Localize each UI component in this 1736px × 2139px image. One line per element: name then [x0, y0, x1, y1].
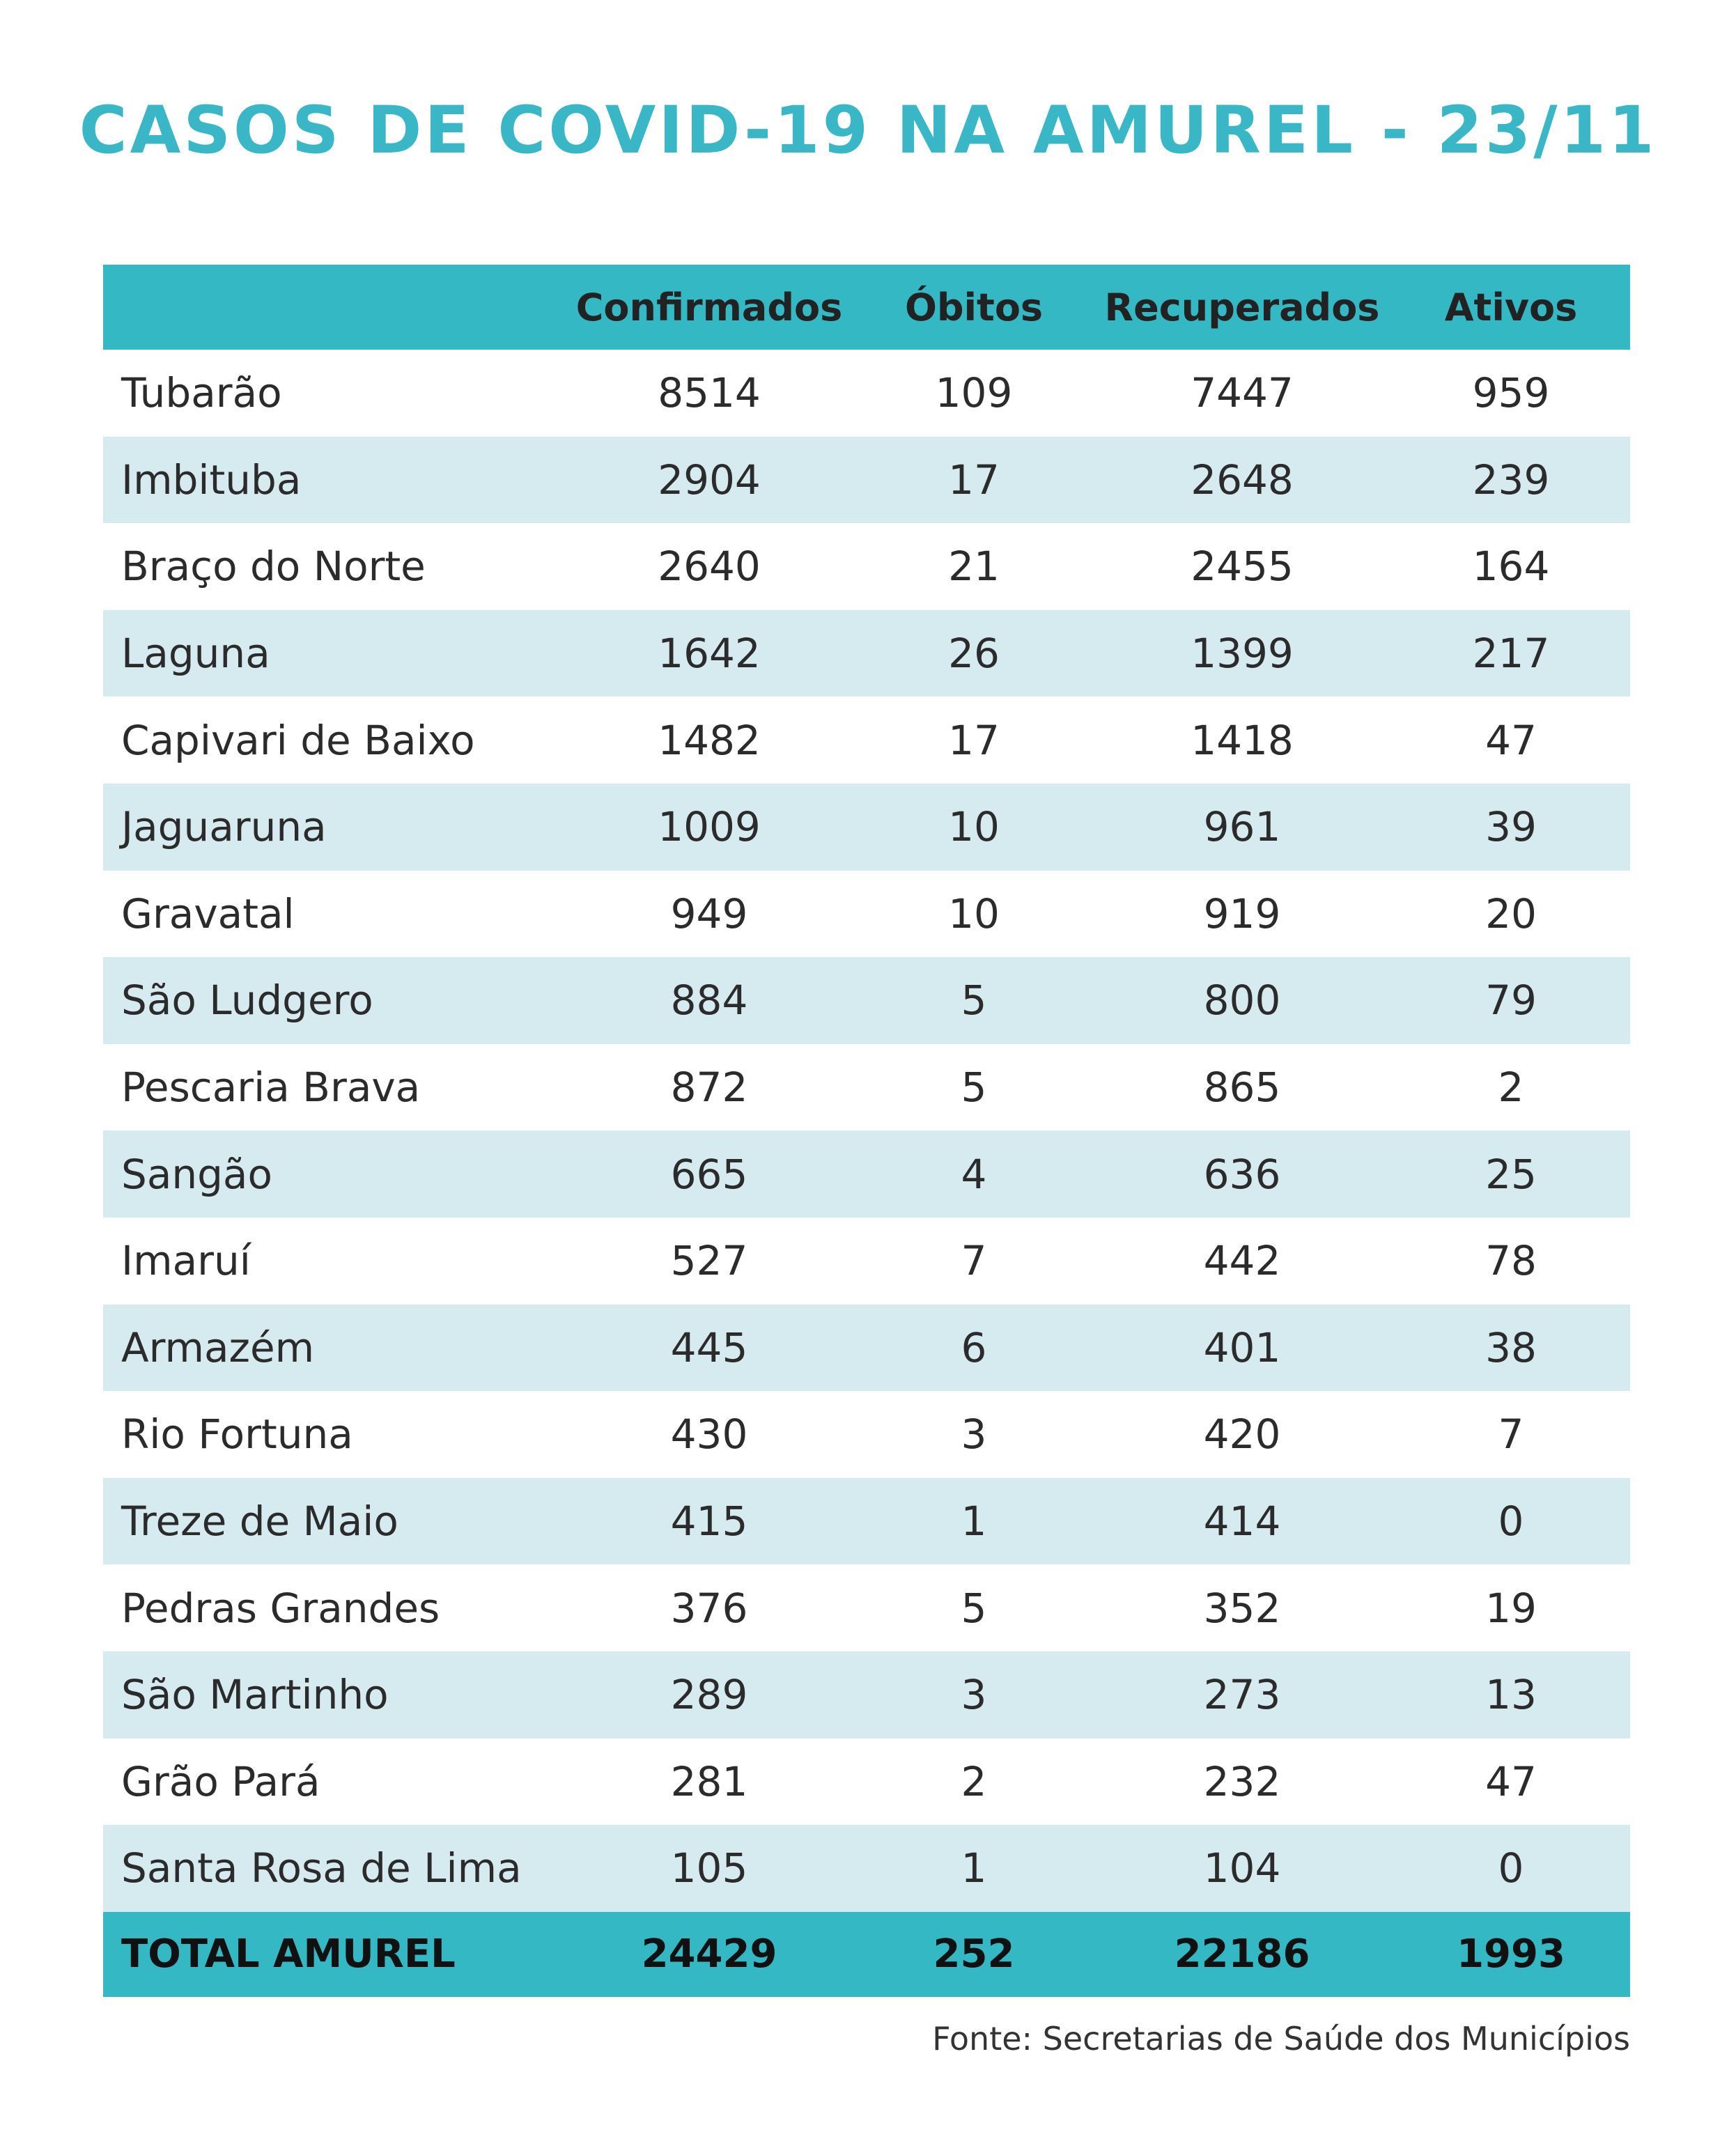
- table-row: [103, 1305, 1630, 1392]
- cell-ativos: 47: [1485, 1757, 1537, 1805]
- table-row: [103, 523, 1630, 610]
- table-row: [103, 1218, 1630, 1305]
- page-title: CASOS DE COVID-19 NA AMUREL - 23/11: [79, 93, 1657, 169]
- cell-municipality: Treze de Maio: [103, 1478, 563, 1565]
- cell-obitos: 2: [961, 1757, 987, 1805]
- cell-confirmados: 949: [670, 889, 748, 938]
- cell-ativos: 79: [1392, 957, 1630, 1044]
- cell-ativos: 13: [1392, 1651, 1630, 1739]
- cell-recuperados: 273: [1092, 1651, 1392, 1739]
- table-row: [103, 1739, 1630, 1826]
- table-header-row: [103, 265, 1630, 350]
- table-row: [103, 697, 1630, 784]
- cell-municipality: Imaruí: [121, 1237, 251, 1285]
- cell-obitos: 5: [961, 1064, 987, 1112]
- cell-recuperados: 352: [1203, 1584, 1281, 1632]
- cell-ativos: 20: [1485, 889, 1537, 938]
- cell-municipality: Jaguaruna: [103, 784, 563, 871]
- cell-confirmados: 527: [670, 1237, 748, 1285]
- total-confirmados: 24429: [563, 1912, 855, 1997]
- cell-confirmados: 665: [563, 1130, 855, 1218]
- table-row: [103, 1044, 1630, 1131]
- cell-ativos: 78: [1485, 1237, 1537, 1285]
- cell-municipality: Sangão: [103, 1130, 563, 1218]
- cell-ativos: 38: [1392, 1305, 1630, 1392]
- cell-obitos: 17: [948, 716, 1000, 764]
- table-row: [103, 1564, 1630, 1651]
- cell-ativos: 0: [1392, 1825, 1630, 1912]
- cell-confirmados: 376: [670, 1584, 748, 1632]
- cell-municipality: Pedras Grandes: [121, 1584, 440, 1632]
- cell-obitos: 109: [935, 369, 1013, 417]
- cell-recuperados: 414: [1092, 1478, 1392, 1565]
- table-row: [103, 1130, 1630, 1218]
- cell-municipality: Armazém: [103, 1305, 563, 1392]
- table-row: [103, 437, 1630, 524]
- cell-confirmados: 105: [563, 1825, 855, 1912]
- cell-ativos: 39: [1392, 784, 1630, 871]
- cell-recuperados: 7447: [1191, 369, 1294, 417]
- cell-confirmados: 8514: [658, 369, 761, 417]
- cell-recuperados: 865: [1203, 1064, 1281, 1112]
- cell-recuperados: 2648: [1092, 437, 1392, 524]
- cell-confirmados: 430: [670, 1410, 748, 1459]
- cell-municipality: Laguna: [103, 610, 563, 697]
- table-row: [103, 957, 1630, 1044]
- cell-municipality: Tubarão: [121, 369, 282, 417]
- cell-obitos: 26: [855, 610, 1092, 697]
- cell-confirmados: 445: [563, 1305, 855, 1392]
- source-note: Fonte: Secretarias de Saúde dos Municípios: [932, 2020, 1630, 2058]
- cell-recuperados: 2455: [1191, 543, 1294, 591]
- cell-municipality: Santa Rosa de Lima: [103, 1825, 563, 1912]
- cell-confirmados: 884: [563, 957, 855, 1044]
- table-row: [103, 784, 1630, 871]
- cell-ativos: 19: [1485, 1584, 1537, 1632]
- cell-obitos: 6: [855, 1305, 1092, 1392]
- cell-obitos: 10: [855, 784, 1092, 871]
- cell-ativos: 0: [1392, 1478, 1630, 1565]
- covid-cases-table-container: [103, 265, 1630, 1997]
- cell-confirmados: 2640: [658, 543, 761, 591]
- table-row: [103, 871, 1630, 958]
- cell-recuperados: 442: [1203, 1237, 1281, 1285]
- total-obitos: 252: [855, 1912, 1092, 1997]
- total-label: TOTAL AMUREL: [103, 1912, 563, 1997]
- cell-ativos: 164: [1472, 543, 1550, 591]
- cell-municipality: Rio Fortuna: [121, 1410, 353, 1459]
- table-row: [103, 1825, 1630, 1912]
- table-row: [103, 1651, 1630, 1739]
- cell-recuperados: 401: [1092, 1305, 1392, 1392]
- cell-obitos: 3: [855, 1651, 1092, 1739]
- cell-recuperados: 1399: [1092, 610, 1392, 697]
- cell-confirmados: 281: [670, 1757, 748, 1805]
- cell-municipality: Imbituba: [103, 437, 563, 524]
- cell-ativos: 2: [1498, 1064, 1524, 1112]
- table-row: [103, 1391, 1630, 1478]
- cell-municipality: Braço do Norte: [121, 543, 426, 591]
- cell-municipality: Grão Pará: [121, 1757, 320, 1805]
- cell-confirmados: 415: [563, 1478, 855, 1565]
- cell-municipality: Capivari de Baixo: [121, 716, 475, 764]
- cell-obitos: 1: [855, 1825, 1092, 1912]
- cell-recuperados: 420: [1203, 1410, 1281, 1459]
- cell-confirmados: 289: [563, 1651, 855, 1739]
- cell-ativos: 239: [1392, 437, 1630, 524]
- cell-ativos: 217: [1392, 610, 1630, 697]
- cell-recuperados: 232: [1203, 1757, 1281, 1805]
- table-body: [103, 350, 1630, 1912]
- cell-obitos: 3: [961, 1410, 987, 1459]
- total-ativos: 1993: [1392, 1912, 1630, 1997]
- cell-confirmados: 1009: [563, 784, 855, 871]
- cell-municipality: Gravatal: [121, 889, 295, 938]
- table-row: [103, 350, 1630, 437]
- cell-obitos: 17: [855, 437, 1092, 524]
- cell-municipality: Pescaria Brava: [121, 1064, 421, 1112]
- cell-confirmados: 2904: [563, 437, 855, 524]
- cell-confirmados: 872: [670, 1064, 748, 1112]
- total-recuperados: 22186: [1092, 1912, 1392, 1997]
- cell-ativos: 25: [1392, 1130, 1630, 1218]
- cell-confirmados: 1482: [658, 716, 761, 764]
- cell-obitos: 5: [855, 957, 1092, 1044]
- cell-ativos: 959: [1472, 369, 1550, 417]
- cell-obitos: 1: [855, 1478, 1092, 1565]
- cell-recuperados: 919: [1203, 889, 1281, 938]
- cell-obitos: 21: [948, 543, 1000, 591]
- header-ativos: Ativos: [1392, 265, 1630, 350]
- cell-recuperados: 636: [1092, 1130, 1392, 1218]
- cell-obitos: 7: [961, 1237, 987, 1285]
- covid-cases-table: [103, 265, 1630, 1997]
- cell-recuperados: 800: [1092, 957, 1392, 1044]
- cell-ativos: 47: [1485, 716, 1537, 764]
- cell-obitos: 4: [855, 1130, 1092, 1218]
- header-municipality: [103, 265, 563, 350]
- cell-recuperados: 1418: [1191, 716, 1294, 764]
- cell-obitos: 5: [961, 1584, 987, 1632]
- header-obitos: Óbitos: [855, 265, 1092, 350]
- table-row: [103, 1478, 1630, 1565]
- cell-confirmados: 1642: [563, 610, 855, 697]
- cell-municipality: São Ludgero: [103, 957, 563, 1044]
- total-row: [103, 1912, 1630, 1997]
- table-row: [103, 610, 1630, 697]
- header-confirmados: Confirmados: [563, 265, 855, 350]
- cell-obitos: 10: [948, 889, 1000, 938]
- cell-ativos: 7: [1498, 1410, 1524, 1459]
- cell-recuperados: 961: [1092, 784, 1392, 871]
- header-recuperados: Recuperados: [1092, 265, 1392, 350]
- cell-municipality: São Martinho: [103, 1651, 563, 1739]
- cell-recuperados: 104: [1092, 1825, 1392, 1912]
